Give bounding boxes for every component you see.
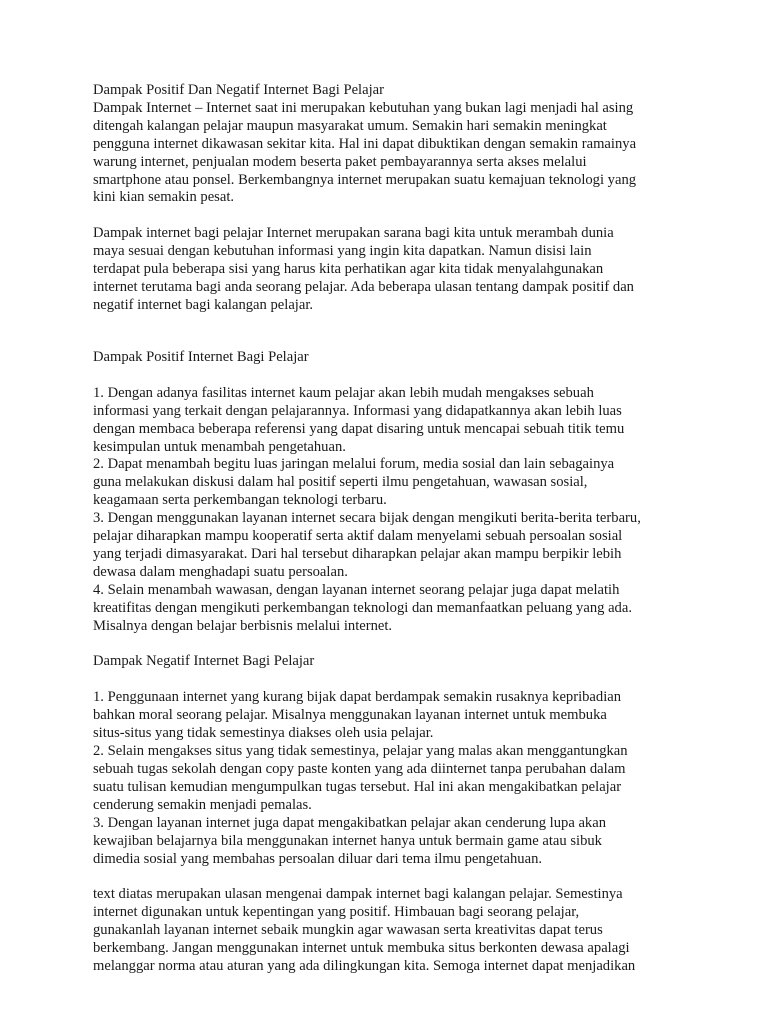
text-line: Misalnya dengan belajar berbisnis melalui internet.: [93, 617, 393, 634]
document-title: Dampak Positif Dan Negatif Internet Bagi Pelajar: [93, 82, 384, 98]
text-line: smartphone atau ponsel. Berkembangnya internet merupakan suatu kemajuan teknologi yang: [93, 171, 637, 188]
text-line: maya sesuai dengan kebutuhan informasi yang ingin kita dapatkan. Namun disisi lain: [93, 243, 592, 260]
negative-heading: Dampak Negatif Internet Bagi Pelajar: [93, 653, 315, 670]
text-line: 2. Dapat menambah begitu luas jaringan melalui forum, media sosial dan lain sebagainya: [93, 456, 615, 473]
text-line: text diatas merupakan ulasan mengenai dampak internet bagi kalangan pelajar. Semestinya: [93, 886, 623, 903]
text-line: bahkan moral seorang pelajar. Misalnya menggunakan layanan internet untuk membuka: [93, 707, 607, 724]
text-line: suatu tulisan kemudian mengumpulkan tugas tersebut. Hal ini akan mengakibatkan pelajar: [93, 778, 622, 795]
text-line: 1. Dengan adanya fasilitas internet kaum pelajar akan lebih mudah mengakses sebuah: [93, 384, 594, 401]
text-line: guna melakukan diskusi dalam hal positif seperti ilmu pengetahuan, wawasan sosial,: [93, 474, 588, 491]
text-line: dimedia sosial yang membahas persoalan diluar dari tema ilmu pengetahuan.: [93, 850, 543, 867]
text-line: kini kian semakin pesat.: [93, 189, 235, 206]
text-line: gunakanlah layanan internet sebaik mungkin agar wawasan serta kreativitas dapat terus: [93, 922, 603, 939]
text-line: 3. Dengan layanan internet juga dapat mengakibatkan pelajar akan cenderung lupa akan: [93, 814, 606, 831]
positive-list: [93, 385, 693, 636]
text-line: terdapat pula beberapa sisi yang harus kita perhatikan agar kita tidak menyalahgunakan: [93, 261, 604, 278]
text-line: berkembang. Jangan menggunakan internet untuk membuka situs berkonten dewasa apalagi: [93, 940, 630, 957]
text-line: 4. Selain menambah wawasan, dengan layanan internet seorang pelajar juga dapat melatih: [93, 581, 620, 598]
text-line: sebuah tugas sekolah dengan copy paste konten yang ada diinternet tanpa perubahan dalam: [93, 761, 626, 777]
text-line: keagamaan serta perkembangan teknologi terbaru.: [93, 492, 387, 509]
text-line: cenderung semakin menjadi pemalas.: [93, 796, 312, 813]
text-line: kreatifitas dengan mengikuti perkembangan teknologi dan memanfaatkan peluang yang ada.: [93, 599, 632, 616]
text-line: kesimpulan untuk menambah pengetahuan.: [93, 438, 346, 455]
negative-list: [93, 689, 693, 868]
text-line: melanggar norma atau aturan yang ada dilingkungan kita. Semoga internet dapat menjadikan: [93, 958, 636, 975]
text-line: Dampak internet bagi pelajar Internet merupakan sarana bagi kita untuk merambah dunia: [93, 225, 614, 242]
text-line: dengan membaca beberapa referensi yang dapat disaring untuk mencapai sebuah titik temu: [93, 420, 625, 437]
text-line: kewajiban belajarnya bila menggunakan internet hanya untuk bermain game atau sibuk: [93, 832, 602, 849]
text-line: 3. Dengan menggunakan layanan internet secara bijak dengan mengikuti berita-berita terbaru,: [93, 510, 641, 527]
text-line: pelajar diharapkan mampu kooperatif serta aktif dalam menyelami sebuah persoalan sosial: [93, 528, 623, 545]
text-line: dewasa dalam menghadapi suatu persoalan.: [93, 563, 348, 580]
text-line: yang terjadi dimasyarakat. Dari hal tersebut diharapkan pelajar akan mampu berpikir lebih: [93, 545, 622, 562]
text-line: warung internet, penjualan modem beserta paket pembayarannya serta akses melalui: [93, 153, 587, 170]
text-line: pengguna internet dikawasan sekitar kita. Hal ini dapat dibuktikan dengan semakin ramainya: [93, 135, 637, 152]
intro-paragraph: [93, 100, 693, 207]
text-line: ditengah kalangan pelajar maupun masyarakat umum. Semakin hari semakin meningkat: [93, 117, 607, 134]
internet-paragraph: [93, 225, 693, 315]
text-line: 2. Selain mengakses situs yang tidak semestinya, pelajar yang malas akan menggantungkan: [93, 743, 628, 760]
text-line: informasi yang terkait dengan pelajarannya. Informasi yang didapatkannya akan lebih luas: [93, 402, 622, 419]
text-line: 1. Penggunaan internet yang kurang bijak dapat berdampak semakin rusaknya kepribadian: [93, 689, 622, 706]
document-page: [93, 82, 693, 976]
text-line: Dampak Internet – Internet saat ini merupakan kebutuhan yang bukan lagi menjadi hal asing: [93, 99, 634, 116]
text-line: situs-situs yang tidak semestinya diakses oleh usia pelajar.: [93, 725, 434, 742]
text-line: internet terutama bagi anda seorang pelajar. Ada beberapa ulasan tentang dampak positif dan: [93, 279, 634, 296]
text-line: internet digunakan untuk kepentingan yang positif. Himbauan bagi seorang pelajar,: [93, 904, 580, 921]
positive-heading: Dampak Positif Internet Bagi Pelajar: [93, 348, 309, 365]
closing-paragraph: [93, 886, 693, 976]
text-line: negatif internet bagi kalangan pelajar.: [93, 296, 314, 313]
